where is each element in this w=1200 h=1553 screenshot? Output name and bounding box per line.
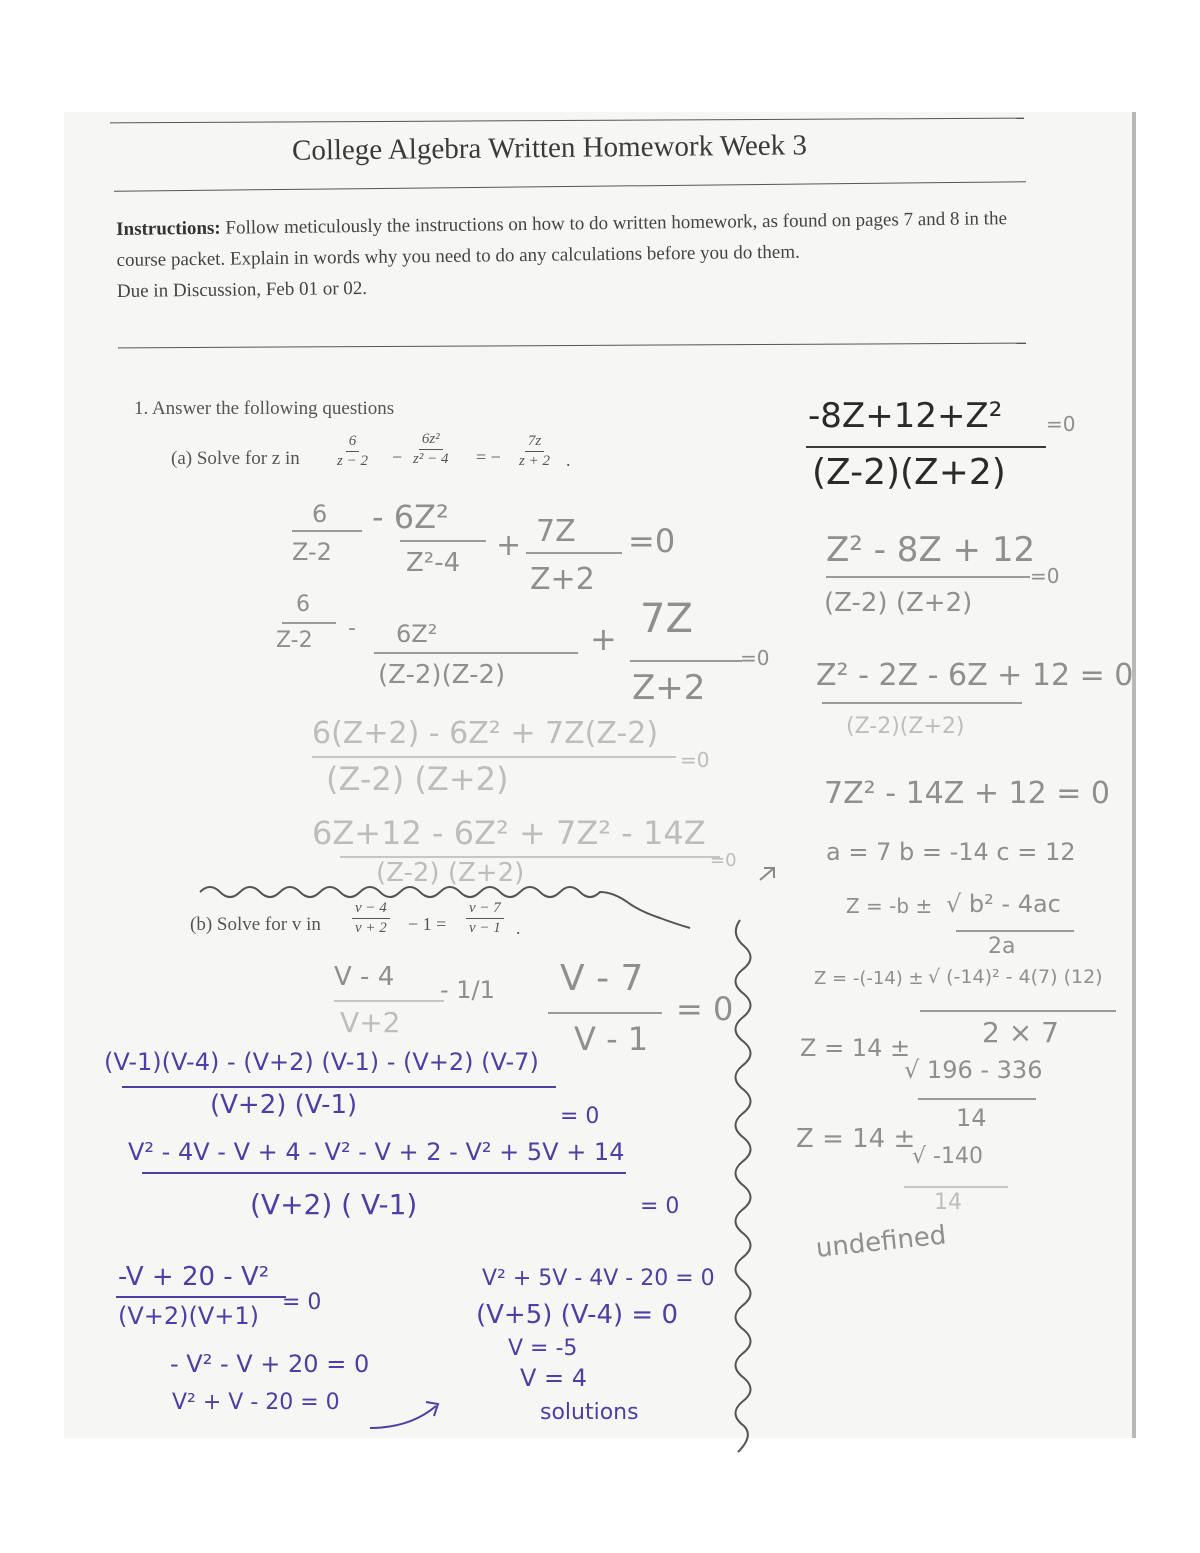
wa-l2-eq: =0 [740,646,770,670]
wb-l1-f1n: V - 4 [334,962,395,992]
wa-l2-f3d: Z+2 [632,668,706,708]
wr-r8-lhs: Z = 14 ± [800,1034,911,1062]
wb-l4-eq: = 0 [282,1290,322,1315]
wa-l4-eq: =0 [710,850,737,871]
wb-s1: V² + 5V - 4V - 20 = 0 [482,1266,715,1291]
arrow-up-right [760,868,774,880]
wb-s2: (V+5) (V-4) = 0 [476,1300,678,1330]
wr-r8-n: √ 196 - 336 [904,1056,1043,1084]
wa-l2-f3n: 7Z [640,596,693,642]
part-a-term-3-num: 7z [525,433,544,452]
wb-l5: - V² - V + 20 = 0 [170,1350,370,1378]
wa-l4-n: 6Z+12 - 6Z² + 7Z² - 14Z [312,814,706,852]
wa-l2-f1n: 6 [296,592,310,617]
wr-r5: a = 7 b = -14 c = 12 [826,838,1076,866]
part-b-term-1-num: v − 4 [352,900,390,919]
wb-l2-d: (V+2) (V-1) [210,1090,358,1120]
squiggle-divider-vertical [735,920,750,1452]
wa-l3-eq: =0 [680,748,710,772]
wa-l2-f2n: 6Z² [396,620,438,648]
wb-s3: V = -5 [508,1336,578,1361]
wb-l6: V² + V - 20 = 0 [172,1390,340,1415]
wb-l1-mid: - 1/1 [440,976,495,1004]
arrow-to-factoring [370,1406,436,1428]
wb-l3-eq: = 0 [640,1194,680,1219]
wr-r2-eq: =0 [1030,564,1060,588]
page-title: College Algebra Written Homework Week 3 [291,129,808,167]
wa-l3-d: (Z-2) (Z+2) [326,760,509,798]
instructions-label: Instructions: [116,217,221,240]
wr-r7-d: 2 × 7 [982,1016,1059,1049]
wr-r8-d: 14 [956,1104,987,1132]
wr-r1-d: (Z-2)(Z+2) [812,452,1006,493]
wr-r9-d: 14 [934,1190,962,1215]
wa-l1-f1n: 6 [312,500,328,528]
wb-l2-n: (V-1)(V-4) - (V+2) (V-1) - (V+2) (V-7) [104,1048,539,1076]
wa-l4-d: (Z-2) (Z+2) [376,858,525,888]
part-a-prefix: (a) Solve for z in [171,448,300,469]
wb-l1-f2n: V - 7 [560,958,644,999]
wb-s5: solutions [540,1400,639,1425]
part-a-term-1-den: z − 2 [337,453,368,469]
part-a-term-2-den: z² − 4 [413,451,449,467]
part-b-mid: − 1 = [408,914,447,934]
part-b-term-1-den: v + 2 [355,920,387,936]
wa-l2-plus: + [590,620,617,658]
part-a-equals: = − [476,447,501,467]
wr-r10: undefined [814,1220,948,1264]
part-b-period: . [516,918,521,938]
wr-r4: 7Z² - 14Z + 12 = 0 [824,776,1110,811]
part-a-term-3-den: z + 2 [519,453,550,469]
part-a-term-1-num: 6 [346,433,360,452]
part-a-period: . [566,450,571,470]
part-a-term-2-num: 6z² [419,431,443,450]
wr-r6-n: √ b² - 4ac [946,890,1061,918]
wr-r2-d: (Z-2) (Z+2) [824,588,973,618]
wa-l1-f3n: 7Z [536,514,576,549]
wr-r1-eq: =0 [1046,412,1076,436]
wr-r6-lhs: Z = -b ± [846,894,933,918]
wa-l1-eq: =0 [628,522,676,560]
wr-r9-n: √ -140 [912,1144,983,1169]
problem-heading: 1. Answer the following questions [134,398,395,419]
wb-l3-d: (V+2) ( V-1) [250,1188,418,1221]
part-b-term-2-num: v − 7 [466,900,504,919]
wr-r6-d: 2a [988,934,1016,959]
wa-l2-f1d: Z-2 [276,628,313,653]
wb-l1-f2d: V - 1 [574,1020,649,1058]
squiggle-divider-horizontal [200,887,690,928]
wr-r2-n: Z² - 8Z + 12 [826,530,1036,570]
wa-l2-f2d: (Z-2)(Z-2) [378,660,506,690]
wa-l2-op: - [348,616,356,641]
wr-r3-d: (Z-2)(Z+2) [846,714,965,739]
wb-l2-eq: = 0 [560,1104,600,1129]
part-b-prefix: (b) Solve for v in [190,914,321,935]
wr-r7-n: √ (-14)² - 4(7) (12) [928,966,1103,988]
wb-l4-n: -V + 20 - V² [118,1262,270,1292]
wa-l1-f2d: Z²-4 [406,548,461,578]
wr-r3-n: Z² - 2Z - 6Z + 12 = 0 [816,658,1134,693]
part-b-term-2-den: v − 1 [469,920,501,936]
instructions-text: Follow meticulously the instructions on how to do written homework, as found on pages 7 and 8 in the course packet. Explain in words why you need to do any calculations before you do them. [116,208,1008,271]
wa-l1-f3d: Z+2 [530,562,595,597]
wa-l1-f2n: - 6Z² [372,498,449,536]
part-a-minus: − [392,447,403,467]
due-date: Due in Discussion, Feb 01 or 02. [116,277,368,302]
wb-l1-f1d: V+2 [340,1006,401,1039]
wa-l1-plus: + [496,528,522,563]
wb-s4: V = 4 [520,1364,588,1392]
wb-l1-eq: = 0 [676,990,734,1028]
wa-l3-n: 6(Z+2) - 6Z² + 7Z(Z-2) [312,716,659,751]
wa-l1-f1d: Z-2 [292,538,332,566]
wb-l3-n: V² - 4V - V + 4 - V² - V + 2 - V² + 5V + 14 [128,1138,625,1166]
wr-r1-n: -8Z+12+Z² [808,396,1003,436]
wb-l4-d: (V+2)(V+1) [118,1302,260,1330]
wr-r7-lhs: Z = -(-14) ± [814,968,924,989]
wr-r9-lhs: Z = 14 ± [796,1124,916,1154]
